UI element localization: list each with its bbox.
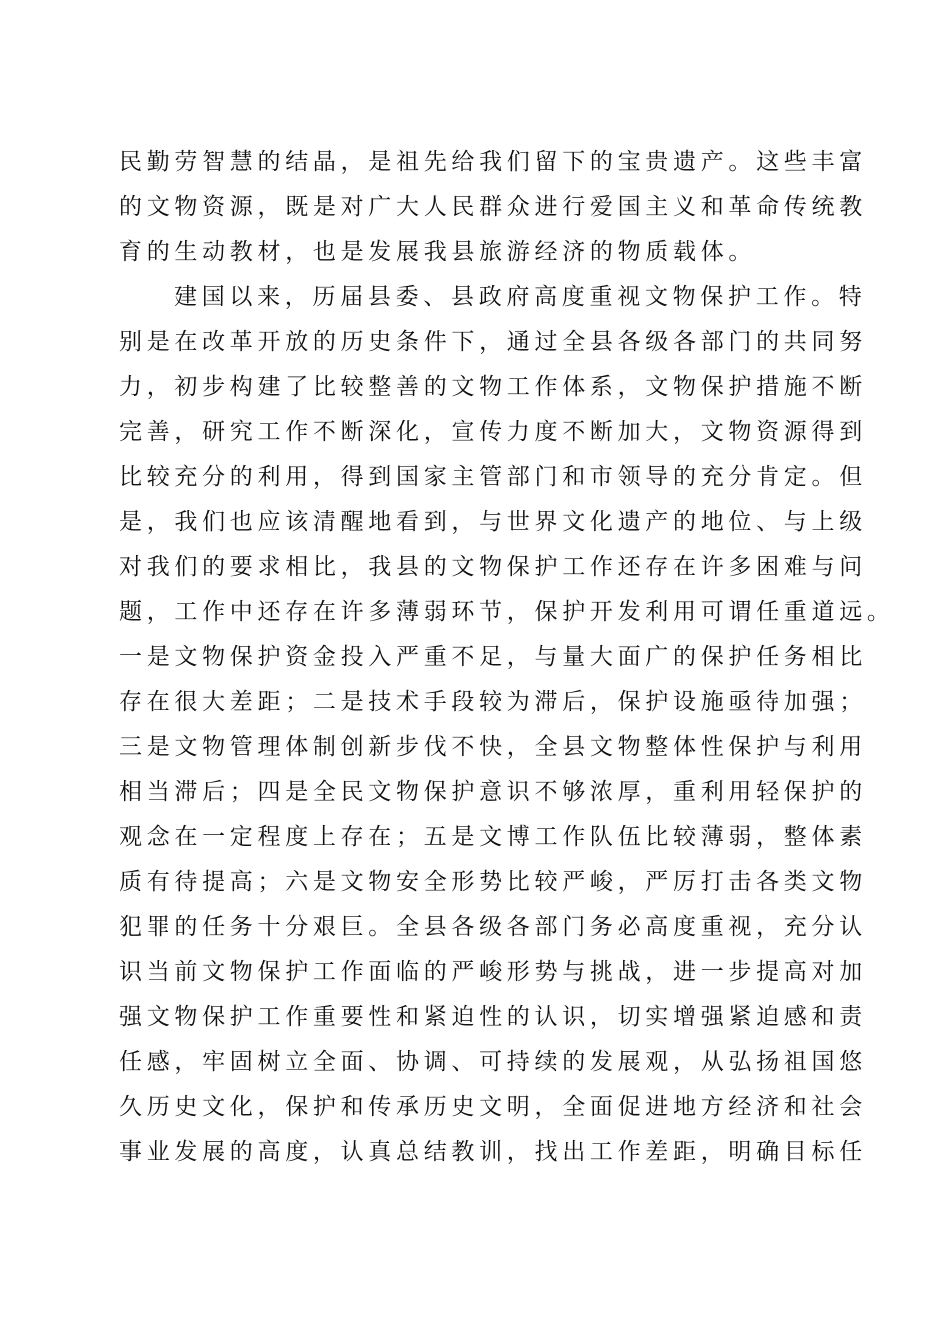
text-line-20: 强文物保护工作重要性和紧迫性的认识，切实增强紧迫感和责 [119, 1004, 867, 1030]
text-line-4: 建国以来，历届县委、县政府高度重视文物保护工作。特 [174, 284, 867, 310]
text-line-10: 对我们的要求相比，我县的文物保护工作还存在许多困难与问 [119, 554, 867, 580]
text-line-21: 任感，牢固树立全面、协调、可持续的发展观，从弘扬祖国悠 [119, 1049, 867, 1075]
body-text [119, 140, 895, 1175]
text-line-3: 育的生动教材，也是发展我县旅游经济的物质载体。 [119, 239, 757, 265]
text-line-19: 识当前文物保护工作面临的严峻形势与挑战，进一步提高对加 [119, 959, 867, 985]
text-line-8: 比较充分的利用，得到国家主管部门和市领导的充分肯定。但 [119, 464, 867, 490]
text-line-18: 犯罪的任务十分艰巨。全县各级各部门务必高度重视，充分认 [119, 914, 867, 940]
text-line-15: 相当滞后；四是全民文物保护意识不够浓厚，重利用轻保护的 [119, 779, 867, 805]
text-line-9: 是，我们也应该清醒地看到，与世界文化遗产的地位、与上级 [119, 509, 867, 535]
text-line-17: 质有待提高；六是文物安全形势比较严峻，严厉打击各类文物 [119, 869, 867, 895]
text-line-5: 别是在改革开放的历史条件下，通过全县各级各部门的共同努 [119, 329, 867, 355]
text-line-1: 民勤劳智慧的结晶，是祖先给我们留下的宝贵遗产。这些丰富 [119, 149, 867, 175]
text-line-16: 观念在一定程度上存在；五是文博工作队伍比较薄弱，整体素 [119, 824, 867, 850]
text-line-22: 久历史文化，保护和传承历史文明，全面促进地方经济和社会 [119, 1094, 867, 1120]
text-line-12: 一是文物保护资金投入严重不足，与量大面广的保护任务相比 [119, 644, 867, 670]
text-line-13: 存在很大差距；二是技术手段较为滞后，保护设施亟待加强； [119, 689, 867, 715]
text-line-7: 完善，研究工作不断深化，宣传力度不断加大，文物资源得到 [119, 419, 867, 445]
text-line-2: 的文物资源，既是对广大人民群众进行爱国主义和革命传统教 [119, 194, 867, 220]
text-line-23: 事业发展的高度，认真总结教训，找出工作差距，明确目标任 [119, 1139, 867, 1165]
text-line-11: 题，工作中还存在许多薄弱环节，保护开发利用可谓任重道远。 [119, 599, 895, 625]
text-line-14: 三是文物管理体制创新步伐不快，全县文物整体性保护与利用 [119, 734, 867, 760]
text-line-6: 力，初步构建了比较整善的文物工作体系，文物保护措施不断 [119, 374, 867, 400]
